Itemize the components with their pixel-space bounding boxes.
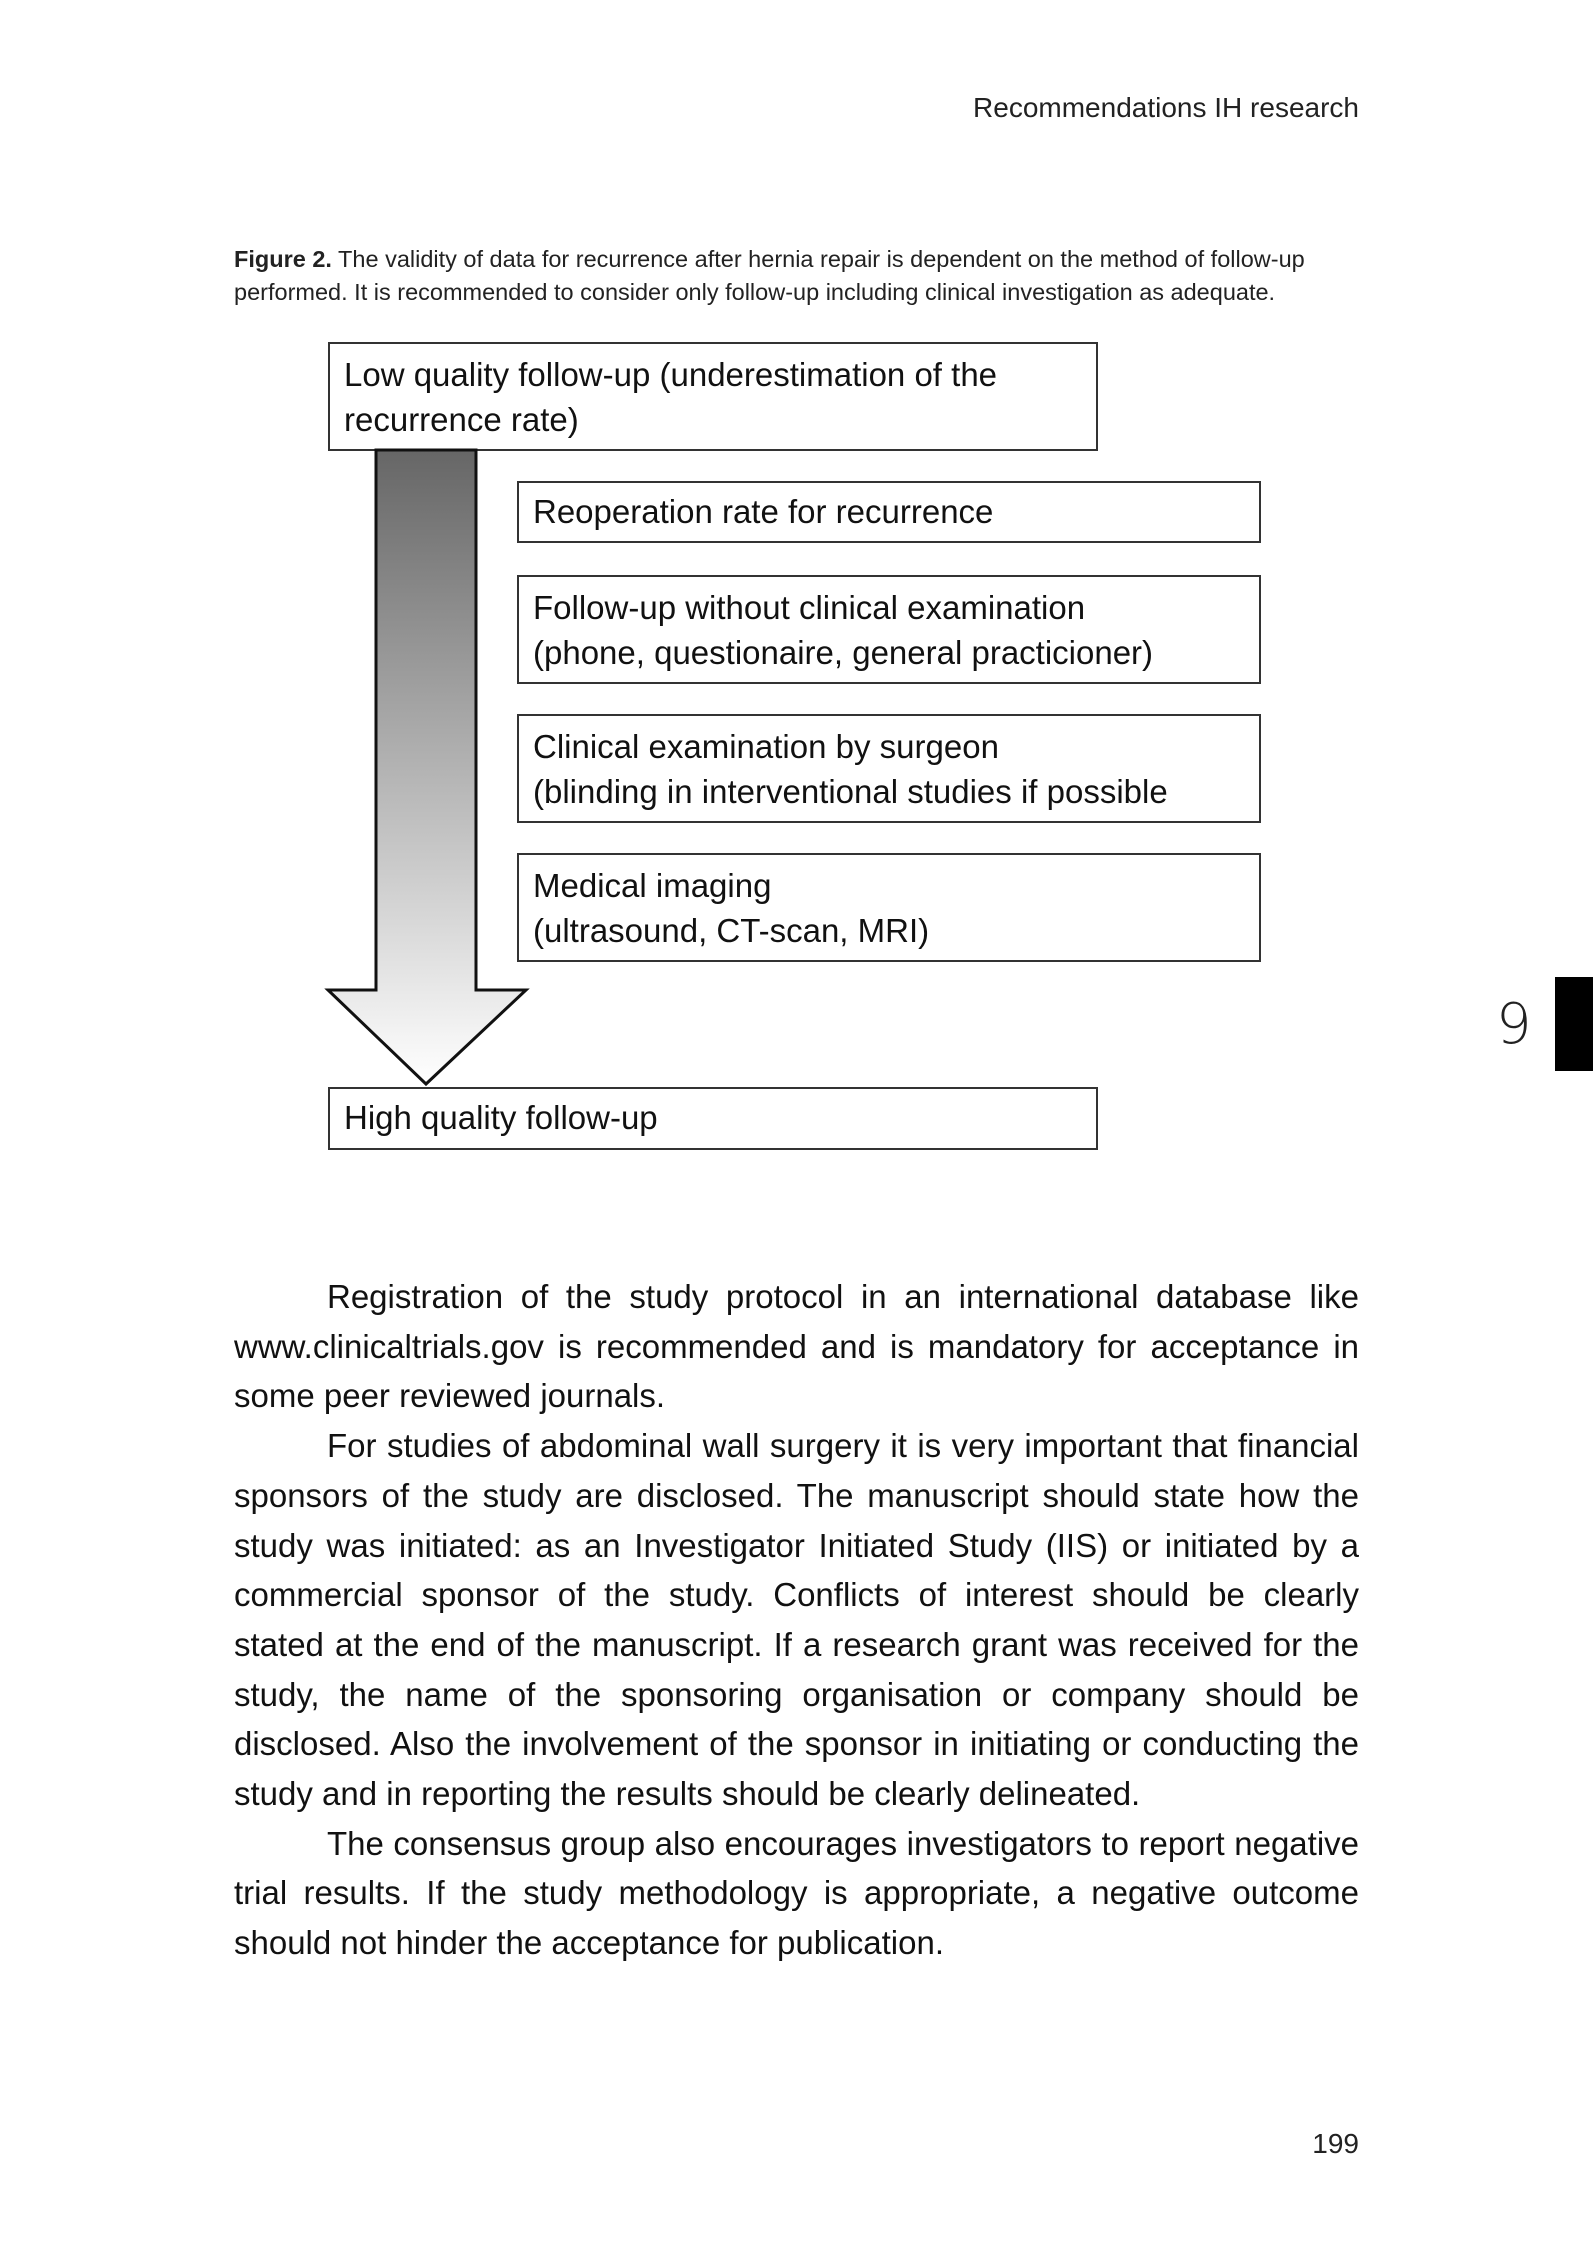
page-number: 199	[1312, 2128, 1359, 2159]
high-quality-box	[328, 1087, 1098, 1150]
step-line-1: Reoperation rate for recurrence	[533, 493, 994, 530]
low-quality-line-1: Low quality follow-up (underestimation of the	[344, 356, 998, 393]
caption-text: The validity of data for recurrence after hernia repair is dependent on the method of follow-up performed. It is recommended to consider only follow-up including clinical investigation as adequate.	[234, 246, 1305, 305]
caption-label: Figure 2.	[234, 246, 332, 272]
step-line-2: (ultrasound, CT-scan, MRI)	[533, 912, 930, 949]
running-title: Recommendations IH research	[973, 92, 1359, 123]
step-box-medical-imaging	[517, 853, 1261, 962]
step-line-2: (phone, questionaire, general practicioner)	[533, 634, 1154, 671]
paragraph: The consensus group also encourages investigators to report negative trial results. If the study methodology is appropriate, a negative outcome should not hinder the acceptance for publication.	[234, 1824, 1359, 1962]
step-box-reoperation	[517, 481, 1261, 543]
step-box-no-clinical-exam	[517, 575, 1261, 684]
body-text	[234, 1272, 1359, 1968]
figure-caption	[234, 243, 1359, 309]
step-line-2: (blinding in interventional studies if possible	[533, 773, 1168, 810]
paragraph: For studies of abdominal wall surgery it is very important that financial sponsors of the study are disclosed. The manuscript should state how the study was initiated: as an Investigator Initiated Study (IIS) or initiated by a commercial sponsor of the study. Conflicts of interest should be clearly stated at the end of the manuscript. If a research grant was received for the study, the name of the sponsoring organisation or company should be disclosed. Also the involvement of the sponsor in initiating or conducting the study and in reporting the results should be clearly delineated.	[234, 1427, 1359, 1813]
low-quality-line-2: recurrence rate)	[344, 401, 579, 438]
step-line-1: Clinical examination by surgeon	[533, 728, 999, 765]
low-quality-box	[328, 342, 1098, 451]
step-line-1: Medical imaging	[533, 867, 772, 904]
chapter-thumb-tab	[1555, 977, 1593, 1071]
step-line-1: Follow-up without clinical examination	[533, 589, 1086, 626]
step-box-clinical-exam	[517, 714, 1261, 823]
paragraph: Registration of the study protocol in an international database like www.clinicaltrials.gov is recommended and is mandatory for acceptance in some peer reviewed journals.	[234, 1278, 1359, 1415]
arrow-shape	[328, 450, 526, 1084]
chapter-number: 9	[1496, 992, 1532, 1057]
high-quality-label: High quality follow-up	[344, 1099, 658, 1136]
quality-gradient-arrow	[320, 446, 540, 1091]
